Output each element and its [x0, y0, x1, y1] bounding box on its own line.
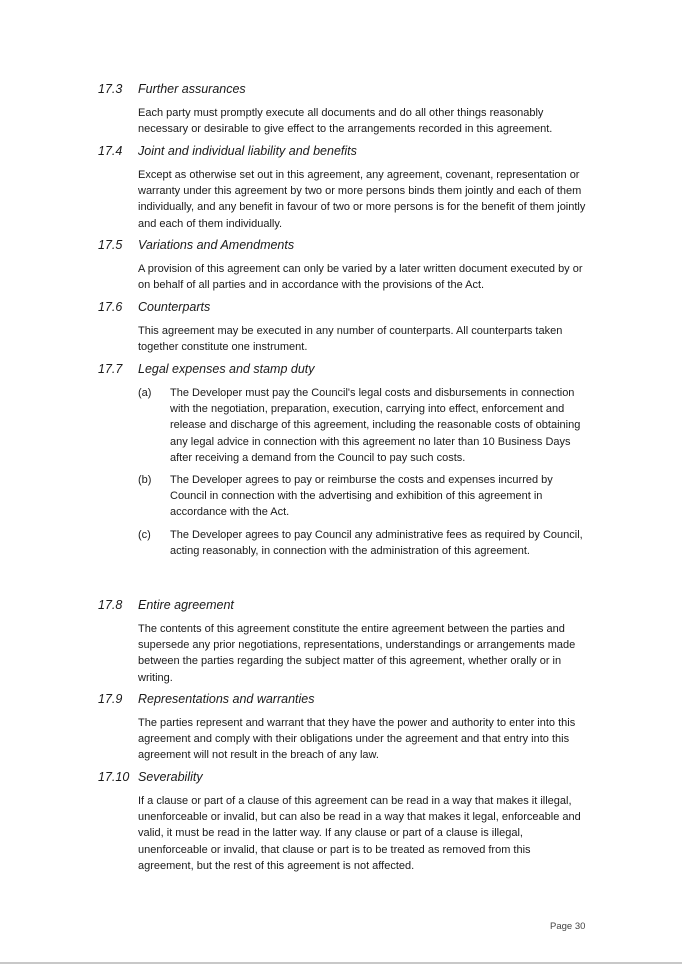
clause-17-4: [98, 144, 588, 232]
clause-number: 17.7: [98, 362, 123, 376]
clause-17-9: [98, 692, 588, 764]
clause-17-8: [98, 598, 588, 686]
sub-clause-b: [138, 472, 588, 521]
clause-body: A provision of this agreement can only be varied by a later written document executed by or on behalf of all parties and in accordance with the provisions of the Act.: [138, 263, 583, 292]
clause-17-6: [98, 300, 588, 355]
sub-clause-a: [138, 385, 588, 466]
sub-clause-text: The Developer agrees to pay or reimburse the costs and expenses incurred by Council in connection with the advertising and exhibition of this agreement in accordance with the Act.: [170, 474, 553, 519]
clause-body: Except as otherwise set out in this agreement, any agreement, covenant, representation or warranty under this agreement by two or more persons binds them jointly and each of them individually, and any benefit in favour of two or more persons is for the benefit of them jointly and each of them individually.: [138, 169, 586, 230]
page-number: Page 30: [550, 921, 586, 932]
sub-clause-text: The Developer agrees to pay Council any administrative fees as required by Council, acting reasonably, in connection with the administration of this agreement.: [170, 528, 583, 557]
clause-title: Further assurances: [138, 82, 246, 96]
clause-title: Severability: [138, 770, 203, 784]
clause-number: 17.3: [98, 82, 123, 96]
clause-number: 17.5: [98, 238, 123, 252]
clause-body: The contents of this agreement constitute the entire agreement between the parties and supersede any prior negotiations, representations, understandings or arrangements made between the parties regarding the subject matter of this agreement, whether orally or in writing.: [138, 623, 576, 684]
clause-number: 17.8: [98, 598, 123, 612]
clause-17-5: [98, 238, 588, 293]
clause-title: Counterparts: [138, 300, 211, 314]
clause-body: The parties represent and warrant that they have the power and authority to enter into this agreement and comply with their obligations under the agreement and that entry into this agreement will not result in the breach of any law.: [138, 717, 576, 762]
clause-number: 17.10: [98, 770, 130, 784]
clause-number: 17.9: [98, 692, 123, 706]
clause-number: 17.6: [98, 300, 123, 314]
clause-number: 17.4: [98, 144, 123, 158]
sub-clause-label: (c): [138, 528, 151, 541]
clause-17-3: [98, 82, 588, 137]
clause-body: This agreement may be executed in any number of counterparts. All counterparts taken together constitute one instrument.: [138, 325, 563, 354]
sub-clause-label: (b): [138, 474, 152, 487]
sub-clause-label: (a): [138, 387, 152, 399]
clause-17-7: [98, 362, 588, 559]
sub-clause-c: [138, 527, 588, 559]
clause-title: Variations and Amendments: [138, 238, 295, 252]
sub-clause-text: The Developer must pay the Council's legal costs and disbursements in connection with the negotiation, preparation, execution, carrying into effect, enforcement and release and discharge of this agreement, including the reasonable costs of obtaining any legal advice in connection with this agreement no later than 10 Business Days after receiving a demand from the Council to pay such costs.: [170, 387, 581, 464]
clause-title: Entire agreement: [138, 598, 234, 612]
clause-body: Each party must promptly execute all documents and do all other things reasonably necessary or desirable to give effect to the arrangements recorded in this agreement.: [138, 107, 553, 136]
clause-17-10: [98, 770, 588, 874]
clause-body: If a clause or part of a clause of this agreement can be read in a way that makes it illegal, unenforceable or invalid, but can also be read in a way that makes it legal, enforceable and valid, it must be read in the latter way. If any clause or part of a clause is illegal, unenforceable or invalid, that clause or part is to be treated as removed from this agreement, but the rest of this agreement is not affected.: [138, 795, 581, 872]
clause-title: Joint and individual liability and benefits: [138, 144, 357, 158]
clause-title: Representations and warranties: [138, 692, 315, 706]
clause-title: Legal expenses and stamp duty: [138, 362, 315, 376]
page-bottom-edge: [0, 962, 682, 964]
